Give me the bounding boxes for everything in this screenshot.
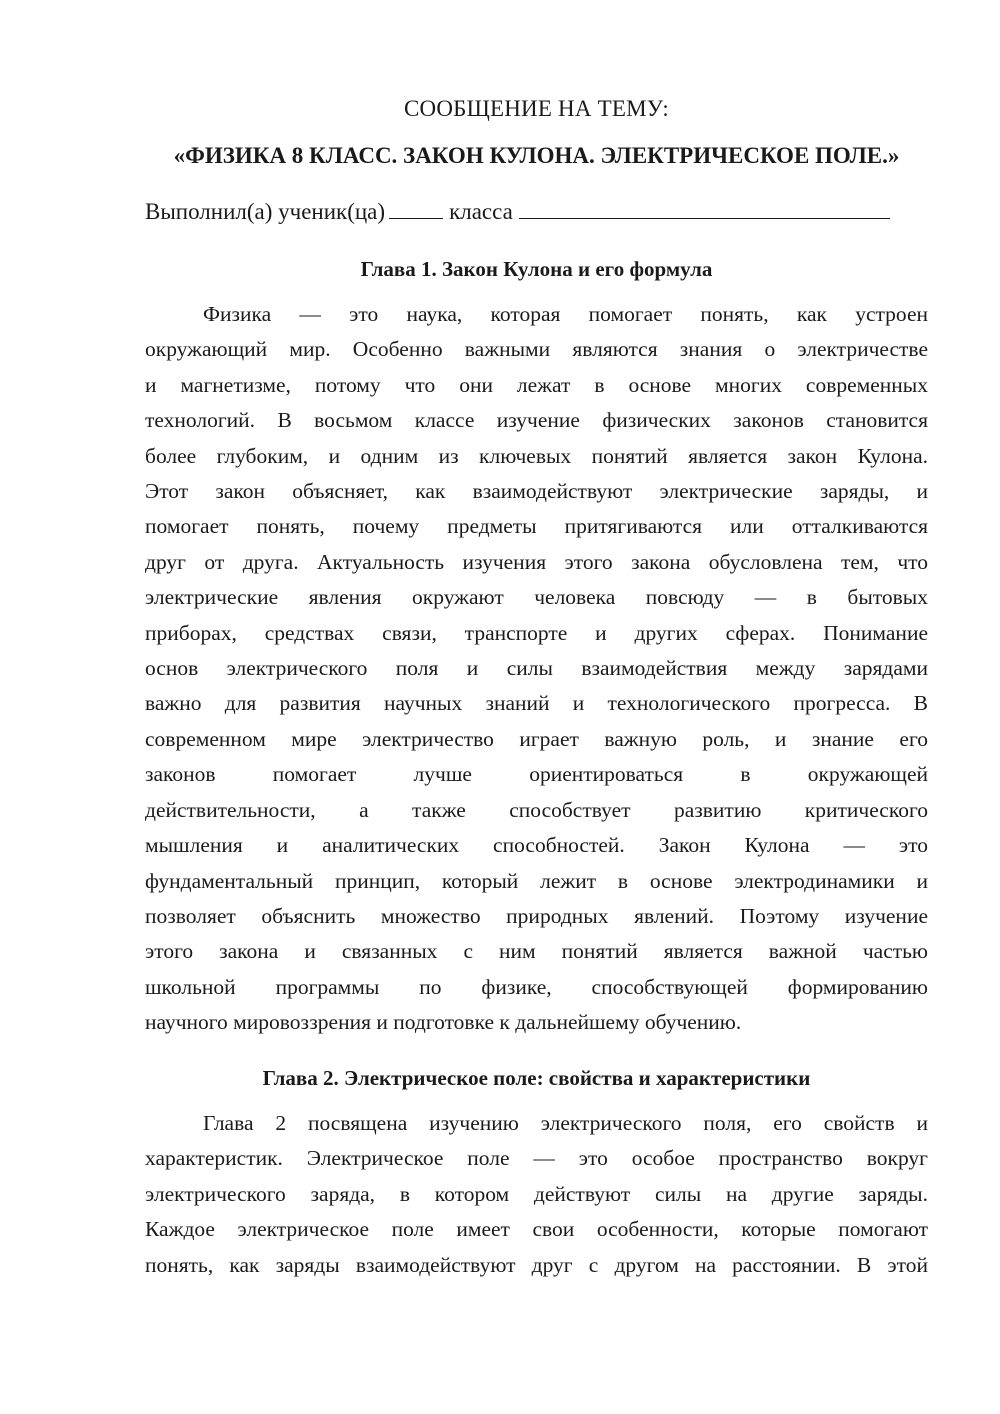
paragraph-line: помогает понять, почему предметы притягиваются или отталкиваются <box>145 514 928 539</box>
student-name-blank <box>519 199 890 219</box>
chapter2-paragraph <box>145 1106 928 1283</box>
paragraph-line: Глава 2 посвящена изучению электрического поля, его свойств и <box>203 1111 928 1135</box>
paragraph-line: научного мировоззрения и подготовке к дальнейшему обучению. <box>145 1010 742 1035</box>
chapter2-title: Глава 2. Электрическое поле: свойства и характеристики <box>262 1066 811 1090</box>
paragraph-line: важно для развития научных знаний и технологического прогресса. В <box>145 691 928 716</box>
paragraph-line: окружающий мир. Особенно важными являются знания о электричестве <box>145 337 928 362</box>
chapter1-paragraph <box>145 297 928 1041</box>
paragraph-line: технологий. В восьмом классе изучение физических законов становится <box>145 408 928 433</box>
paragraph-line: более глубоким, и одним из ключевых понятий является закон Кулона. <box>145 443 928 468</box>
paragraph-line: характеристик. Электрическое поле — это особое пространство вокруг <box>145 1146 928 1171</box>
paragraph-line: понять, как заряды взаимодействуют друг с другом на расстоянии. В этой <box>145 1252 928 1277</box>
paragraph-line: приборах, средствах связи, транспорте и других сферах. Понимание <box>145 620 928 645</box>
chapter1-title: Глава 1. Закон Кулона и его формула <box>360 257 713 281</box>
paragraph-line: позволяет объяснить множество природных явлений. Поэтому изучение <box>145 903 928 928</box>
paragraph-line: мышления и аналитических способностей. Закон Кулона — это <box>145 833 928 858</box>
performer-line <box>145 199 928 225</box>
performer-label: Выполнил(а) ученик(ца) <box>145 199 386 224</box>
paragraph-line: этого закона и связанных с ним понятий является важной частью <box>145 939 928 964</box>
paragraph-line: действительности, а также способствует развитию критического <box>145 797 928 822</box>
paragraph-line: Этот закон объясняет, как взаимодействуют электрические заряды, и <box>145 479 928 504</box>
paragraph-line: Каждое электрическое поле имеет свои особенности, которые помогают <box>145 1217 928 1242</box>
paragraph-line: основ электрического поля и силы взаимодействия между зарядами <box>145 656 928 681</box>
paragraph-line: электрического заряда, в котором действуют силы на другие заряды. <box>145 1181 928 1206</box>
paragraph-line: Физика — это наука, которая помогает понять, как устроен <box>203 302 928 326</box>
paragraph-line: школьной программы по физике, способствующей формированию <box>145 974 928 999</box>
grade-blank <box>389 199 443 219</box>
paragraph-line: современном мире электричество играет важную роль, и знание его <box>145 726 928 751</box>
paragraph-line: друг от друга. Актуальность изучения этого закона обусловлена тем, что <box>145 549 928 574</box>
document-topic: «ФИЗИКА 8 КЛАСС. ЗАКОН КУЛОНА. ЭЛЕКТРИЧЕСКОЕ ПОЛЕ.» <box>173 143 900 168</box>
paragraph-line: и магнетизме, потому что они лежат в основе многих современных <box>145 372 928 397</box>
paragraph-line: электрические явления окружают человека повсюду — в бытовых <box>145 585 928 610</box>
document-heading: СООБЩЕНИЕ НА ТЕМУ: <box>404 96 669 121</box>
class-label: класса <box>449 199 513 224</box>
paragraph-line: законов помогает лучше ориентироваться в окружающей <box>145 762 928 787</box>
paragraph-line: фундаментальный принцип, который лежит в основе электродинамики и <box>145 868 928 893</box>
